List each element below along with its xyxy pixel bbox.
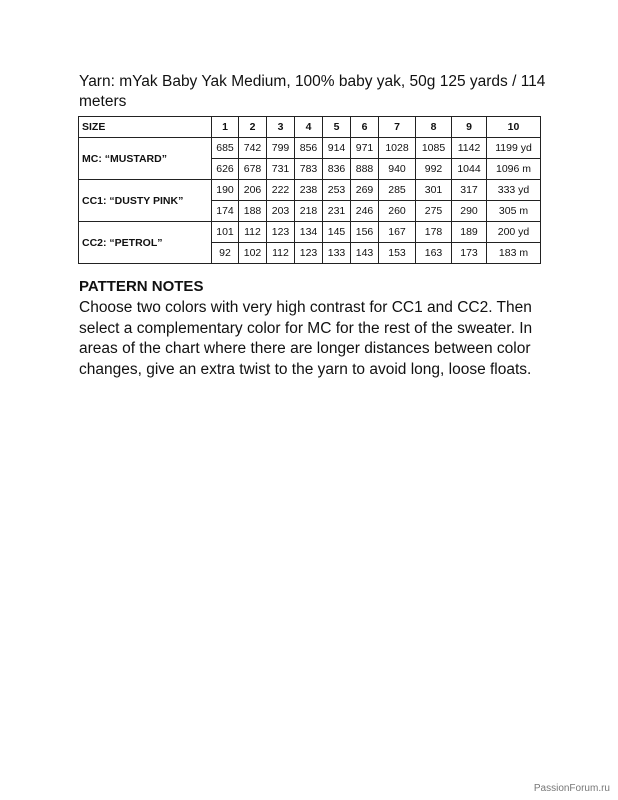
meters-cell: 133 [323, 243, 351, 264]
size-header-label: SIZE [79, 117, 212, 138]
meters-cell: 1044 [452, 159, 487, 180]
size-col: 1 [212, 117, 239, 138]
yards-cell: 167 [379, 222, 416, 243]
meters-cell: 218 [295, 201, 323, 222]
meters-cell: 888 [351, 159, 379, 180]
meters-cell: 783 [295, 159, 323, 180]
color-label: CC2: “PETROL” [79, 222, 212, 264]
size-header-row [79, 117, 541, 138]
yards-cell: 1085 [416, 138, 452, 159]
size-col: 8 [416, 117, 452, 138]
meters-cell: 626 [212, 159, 239, 180]
meters-cell: 678 [239, 159, 267, 180]
yards-cell: 253 [323, 180, 351, 201]
yards-cell: 156 [351, 222, 379, 243]
size-col: 3 [267, 117, 295, 138]
table-row [79, 180, 541, 201]
meters-cell: 260 [379, 201, 416, 222]
meters-cell: 102 [239, 243, 267, 264]
yards-cell: 685 [212, 138, 239, 159]
yards-cell: 101 [212, 222, 239, 243]
yards-cell: 799 [267, 138, 295, 159]
meters-cell: 940 [379, 159, 416, 180]
yards-cell: 269 [351, 180, 379, 201]
meters-cell: 188 [239, 201, 267, 222]
meters-cell: 183 m [487, 243, 541, 264]
table-row [79, 138, 541, 159]
yards-cell: 123 [267, 222, 295, 243]
meters-cell: 143 [351, 243, 379, 264]
yardage-table [78, 116, 541, 264]
yards-cell: 914 [323, 138, 351, 159]
meters-cell: 290 [452, 201, 487, 222]
footer-watermark: PassionForum.ru [533, 783, 610, 794]
meters-cell: 1096 m [487, 159, 541, 180]
color-label: CC1: “DUSTY PINK” [79, 180, 212, 222]
size-col: 10 [487, 117, 541, 138]
table-row [79, 222, 541, 243]
yards-cell: 206 [239, 180, 267, 201]
yards-cell: 317 [452, 180, 487, 201]
yarn-description: Yarn: mYak Baby Yak Medium, 100% baby yak, 50g 125 yards / 114 meters [79, 73, 546, 110]
yards-cell: 856 [295, 138, 323, 159]
meters-cell: 275 [416, 201, 452, 222]
meters-cell: 163 [416, 243, 452, 264]
yards-cell: 145 [323, 222, 351, 243]
meters-cell: 305 m [487, 201, 541, 222]
yards-cell: 112 [239, 222, 267, 243]
size-col: 4 [295, 117, 323, 138]
yards-cell: 238 [295, 180, 323, 201]
meters-cell: 992 [416, 159, 452, 180]
meters-cell: 231 [323, 201, 351, 222]
yards-cell: 200 yd [487, 222, 541, 243]
yards-cell: 1199 yd [487, 138, 541, 159]
yards-cell: 333 yd [487, 180, 541, 201]
pattern-notes-body: Choose two colors with very high contrast for CC1 and CC2. Then select a complementary color for MC for the rest of the sweater. In areas of the chart where there are longer distances between color changes, give an extra twist to the yarn to avoid long, loose floats. [79, 299, 533, 378]
yards-cell: 222 [267, 180, 295, 201]
yardage-table-body [79, 138, 541, 264]
size-col: 7 [379, 117, 416, 138]
meters-cell: 112 [267, 243, 295, 264]
meters-cell: 203 [267, 201, 295, 222]
meters-cell: 123 [295, 243, 323, 264]
pattern-notes-heading: PATTERN NOTES [79, 278, 204, 295]
yards-cell: 1142 [452, 138, 487, 159]
yards-cell: 971 [351, 138, 379, 159]
meters-cell: 174 [212, 201, 239, 222]
yards-cell: 189 [452, 222, 487, 243]
yards-cell: 190 [212, 180, 239, 201]
size-col: 6 [351, 117, 379, 138]
meters-cell: 731 [267, 159, 295, 180]
size-col: 9 [452, 117, 487, 138]
size-col: 2 [239, 117, 267, 138]
meters-cell: 173 [452, 243, 487, 264]
yards-cell: 178 [416, 222, 452, 243]
meters-cell: 246 [351, 201, 379, 222]
size-col: 5 [323, 117, 351, 138]
yards-cell: 742 [239, 138, 267, 159]
color-label: MC: “MUSTARD” [79, 138, 212, 180]
meters-cell: 153 [379, 243, 416, 264]
yards-cell: 285 [379, 180, 416, 201]
yards-cell: 1028 [379, 138, 416, 159]
yards-cell: 301 [416, 180, 452, 201]
meters-cell: 92 [212, 243, 239, 264]
meters-cell: 836 [323, 159, 351, 180]
yards-cell: 134 [295, 222, 323, 243]
